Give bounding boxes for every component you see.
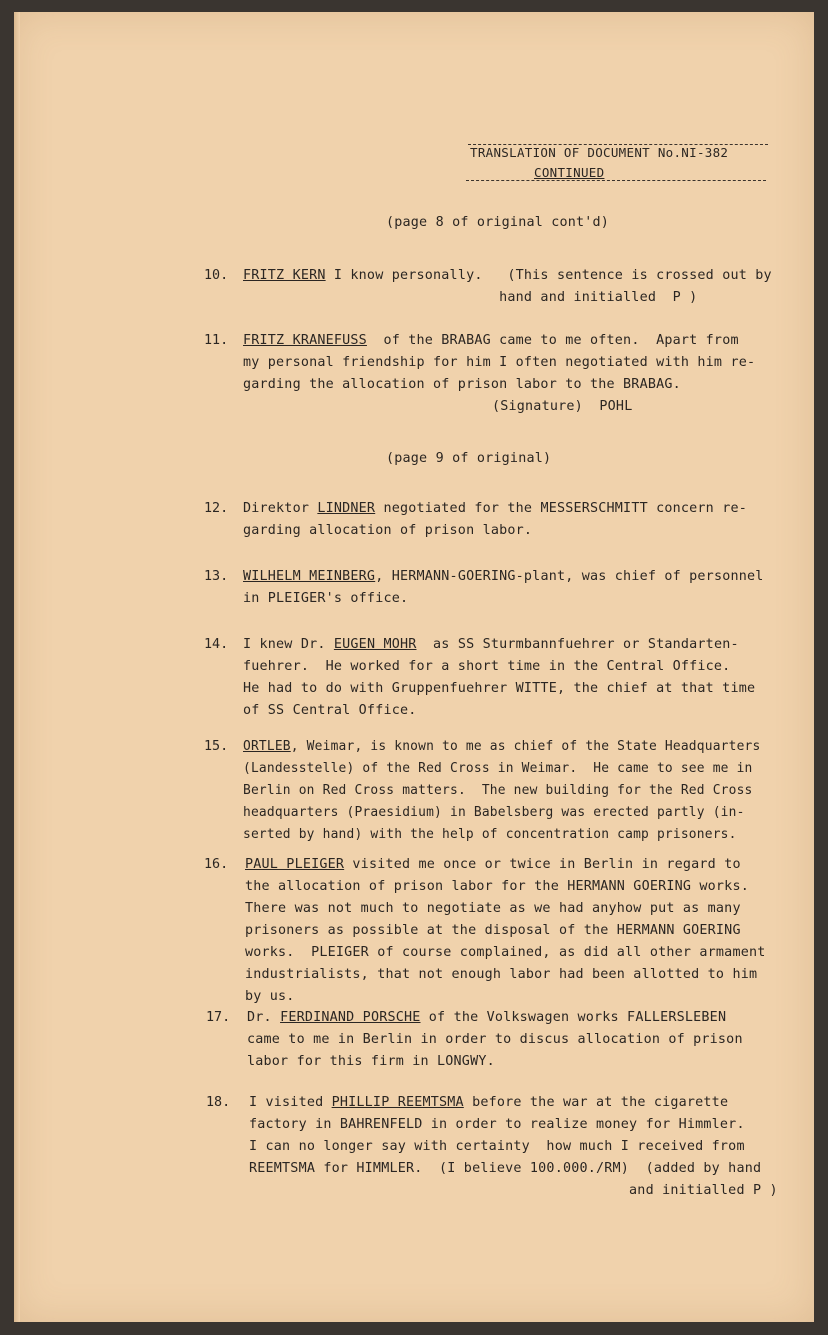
- item-line: , HERMANN-GOERING-plant, was chief of personnel: [375, 569, 764, 584]
- item-line: serted by hand) with the help of concentration camp prisoners.: [243, 827, 737, 842]
- document-page: [14, 12, 814, 1322]
- item-line: came to me in Berlin in order to discus allocation of prison: [247, 1032, 743, 1047]
- signature: (Signature) POHL: [492, 399, 633, 414]
- item-prefix: Direktor: [243, 501, 318, 516]
- person-name: EUGEN MOHR: [333, 637, 417, 652]
- item-line: , Weimar, is known to me as chief of the State Headquarters: [290, 739, 761, 754]
- item-line: fuehrer. He worked for a short time in the Central Office.: [243, 659, 731, 674]
- item-13: [243, 566, 764, 610]
- item-line: of the BRABAG came to me often. Apart from: [366, 333, 739, 348]
- item-line: I can no longer say with certainty how much I received from: [249, 1139, 745, 1154]
- person-name: LINDNER: [317, 501, 376, 516]
- item-line: prisoners as possible at the disposal of the HERMANN GOERING: [245, 923, 741, 938]
- item-line: garding allocation of prison labor.: [243, 523, 533, 538]
- item-number: 13.: [204, 569, 229, 584]
- item-line: garding the allocation of prison labor to the BRABAG.: [243, 377, 681, 392]
- item-number: 10.: [204, 268, 229, 283]
- document-subtitle: CONTINUED: [534, 165, 605, 180]
- person-name: ORTLEB: [243, 739, 291, 754]
- item-18: [249, 1092, 778, 1202]
- item-prefix: I knew Dr.: [243, 637, 334, 652]
- item-line: headquarters (Praesidium) in Babelsberg was erected partly (in-: [243, 805, 745, 820]
- item-16: [245, 854, 766, 1008]
- document-title: TRANSLATION OF DOCUMENT No.NI-382: [470, 145, 729, 160]
- person-name: PHILLIP REEMTSMA: [331, 1095, 464, 1110]
- item-number: 18.: [206, 1095, 231, 1110]
- item-line: before the war at the cigarette: [463, 1095, 729, 1110]
- item-number: 15.: [204, 739, 229, 754]
- item-line: I know personally. (This sentence is crossed out by: [325, 268, 772, 283]
- person-name: FRITZ KRANEFUSS: [243, 333, 367, 348]
- item-number: 11.: [204, 333, 229, 348]
- page-note-9: (page 9 of original): [386, 451, 552, 466]
- item-line: negotiated for the MESSERSCHMITT concern re-: [375, 501, 747, 516]
- item-number: 16.: [204, 857, 229, 872]
- item-line: labor for this firm in LONGWY.: [247, 1054, 495, 1069]
- item-17: [247, 1007, 743, 1073]
- item-line: visited me once or twice in Berlin in regard to: [344, 857, 741, 872]
- item-number: 12.: [204, 501, 229, 516]
- item-line: and initialled P ): [249, 1183, 778, 1198]
- person-name: FRITZ KERN: [243, 268, 326, 283]
- item-number: 14.: [204, 637, 229, 652]
- item-line: hand and initialled P ): [243, 290, 698, 305]
- person-name: FERDINAND PORSCHE: [280, 1010, 421, 1025]
- item-line: industrialists, that not enough labor had been allotted to him: [245, 967, 758, 982]
- item-line: (Landesstelle) of the Red Cross in Weimar. He came to see me in: [243, 761, 753, 776]
- item-number: 17.: [206, 1010, 231, 1025]
- item-prefix: Dr.: [247, 1010, 281, 1025]
- item-line: factory in BAHRENFELD in order to realize money for Himmler.: [249, 1117, 745, 1132]
- item-10: [243, 265, 772, 309]
- page-note-8: (page 8 of original cont'd): [386, 215, 610, 230]
- binding-edge: [14, 12, 20, 1322]
- item-11: [243, 330, 755, 396]
- item-line: He had to do with Gruppenfuehrer WITTE, the chief at that time: [243, 681, 756, 696]
- item-line: of SS Central Office.: [243, 703, 417, 718]
- header-bottom-rule: [466, 180, 766, 181]
- item-14: [243, 634, 755, 722]
- item-line: in PLEIGER's office.: [243, 591, 409, 606]
- item-line: my personal friendship for him I often negotiated with him re-: [243, 355, 756, 370]
- item-15: [243, 736, 760, 846]
- item-line: REEMTSMA for HIMMLER. (I believe 100.000./RM) (added by hand: [249, 1161, 762, 1176]
- person-name: PAUL PLEIGER: [245, 857, 345, 872]
- item-line: works. PLEIGER of course complained, as did all other armament: [245, 945, 766, 960]
- person-name: WILHELM MEINBERG: [243, 569, 376, 584]
- item-12: [243, 498, 747, 542]
- item-line: as SS Sturmbannfuehrer or Standarten-: [416, 637, 739, 652]
- item-line: There was not much to negotiate as we had anyhow put as many: [245, 901, 741, 916]
- item-line: Berlin on Red Cross matters. The new building for the Red Cross: [243, 783, 753, 798]
- item-line: by us.: [245, 989, 295, 1004]
- item-prefix: I visited: [249, 1095, 332, 1110]
- item-line: of the Volkswagen works FALLERSLEBEN: [420, 1010, 727, 1025]
- item-line: the allocation of prison labor for the HERMANN GOERING works.: [245, 879, 749, 894]
